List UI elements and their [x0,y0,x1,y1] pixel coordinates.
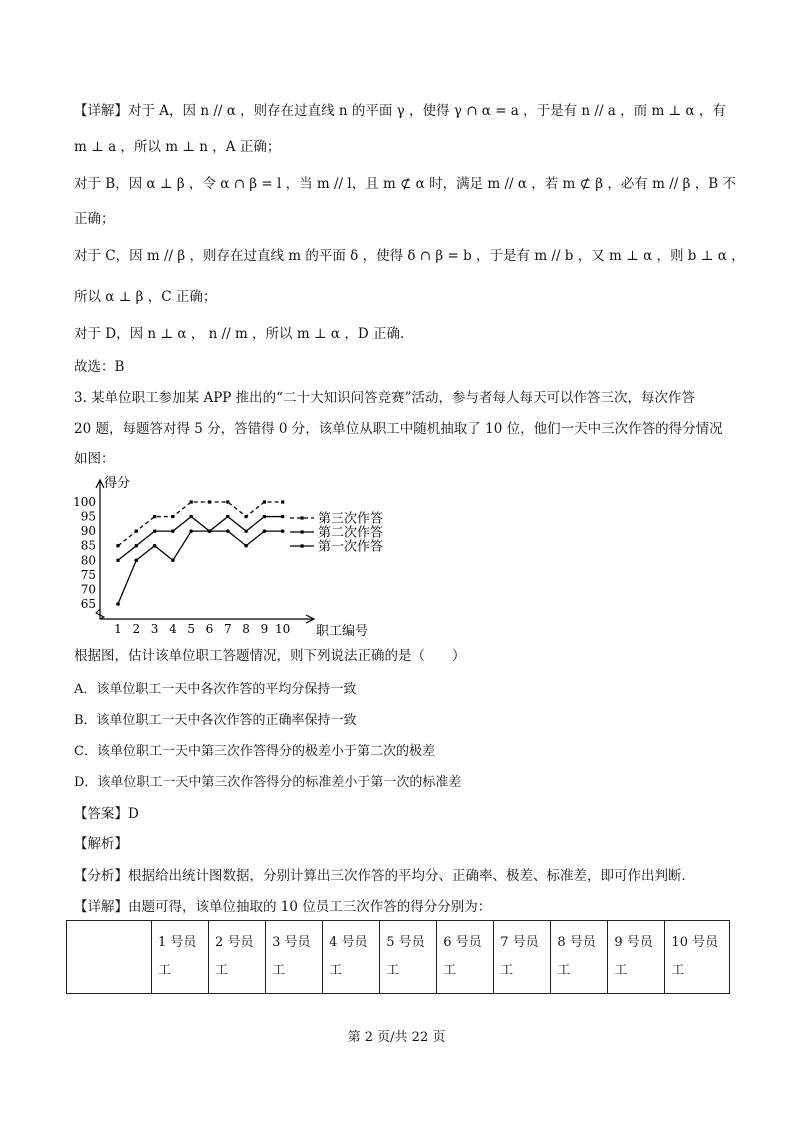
detail-c-line2: 所以 α ⊥ β ，C 正确； [74,289,217,305]
question-3-line1: 3. 某单位职工参加某 APP 推出的“二十大知识问答竞赛”活动，参与者每人每天可以作答三次，每次作答 [74,390,695,406]
legend-marker [301,544,304,547]
y-tick-label: 100 [73,495,96,509]
legend-label: 第二次作答 [318,525,384,541]
option-a[interactable]: A．该单位职工一天中各次作答的平均分保持一致 [74,682,357,697]
data-point [171,515,174,518]
x-tick-label: 8 [242,622,250,636]
data-point [116,544,119,547]
x-tick-label: 3 [150,622,159,636]
y-tick-label: 95 [80,509,96,524]
chart-y-ticks [73,495,96,611]
x-tick-label: 10 [275,622,291,636]
table-header-cell [67,921,152,994]
data-point [263,529,267,533]
table-header-cell: 3 号员工 [266,921,323,994]
question-3-prompt: 根据图，估计该单位职工答题情况，则下列说法正确的是（ ） [74,648,466,664]
y-tick-label: 80 [80,553,96,568]
data-point [116,559,119,562]
score-line-chart [68,474,408,644]
table-header-cell: 7 号员工 [494,921,551,994]
detail-line-2: m ⊥ a ，所以 m ⊥ n ，A 正确； [74,139,281,155]
detail-b-line2: 正确； [74,211,115,227]
table-header-cell: 10 号员工 [665,921,730,994]
data-point [171,558,175,562]
table-header-row [67,921,730,994]
x-tick-label: 1 [114,622,122,636]
analysis-label: 【解析】 [74,836,128,852]
chart-legend [290,511,383,555]
x-tick-label: 7 [223,622,232,636]
data-point [190,500,193,503]
data-point [226,529,230,533]
data-point [281,515,284,518]
x-tick-label: 4 [169,622,177,636]
question-3-line2: 20 题，每题答对得 5 分，答错得 0 分，该单位从职工中随机抽取了 10 位，他们一天中三次作答的得分情况 [74,421,723,437]
analysis-line: 【分析】根据给出统计图数据，分别计算出三次作答的平均分、正确率、极差、标准差，即可作出判断． [74,868,695,884]
detail-intro-line: 【详解】由题可得，该单位抽取的 10 位员工三次作答的得分分别为： [74,899,492,915]
y-tick-label: 85 [80,538,96,553]
data-point [281,529,285,533]
y-tick-label: 70 [80,582,96,597]
data-point [116,602,120,606]
answer-line: 【答案】D [74,806,139,822]
data-point [135,530,138,533]
data-point [153,544,157,548]
series-line [118,517,283,561]
table-header-cell: 9 号员工 [608,921,665,994]
data-point [153,530,156,533]
data-point [171,530,174,533]
data-point [245,530,248,533]
page-footer: 第 2 页/共 22 页 [347,1030,446,1045]
y-tick-label: 75 [80,567,96,582]
data-point [244,544,248,548]
x-tick-label: 2 [132,622,141,636]
data-point [226,500,229,503]
x-axis-label: 职工编号 [316,624,369,639]
table-header-cell: 4 号员工 [323,921,380,994]
detail-d-line: 对于 D，因 n ⊥ α ， n // m ，所以 m ⊥ α ，D 正确. [74,326,405,342]
series-line [118,531,283,604]
data-point [189,529,193,533]
question-3-line3: 如图： [74,451,115,467]
x-tick-label: 5 [187,622,196,636]
table-header-cell: 6 号员工 [437,921,494,994]
y-axis-label: 得分 [104,476,131,491]
y-tick-label: 90 [80,524,96,539]
data-point [208,529,212,533]
chart-series [116,500,284,605]
detail-label: 【详解】 [74,103,128,119]
detail-line-1 [74,101,726,121]
option-c[interactable]: C．该单位职工一天中第三次作答得分的极差小于第二次的极差 [74,744,435,759]
y-tick-label: 65 [80,597,96,611]
x-tick-label: 9 [260,622,269,636]
data-point [135,558,139,562]
data-point [135,544,138,547]
data-point [226,515,229,518]
data-point [281,500,284,503]
legend-marker [301,530,304,533]
choice-line: 故选：B [74,359,125,375]
data-point [245,515,248,518]
detail-a-line1: 对于 A，因 n // α ，则存在过直线 n 的平面 γ ，使得 γ ∩ α = a ，于是有 n // a ，而 m ⊥ α ，有 [128,103,726,119]
table-header-cell: 8 号员工 [551,921,608,994]
data-point [263,515,266,518]
detail-c-line1: 对于 C，因 m // β ，则存在过直线 m 的平面 δ ，使得 δ ∩ β = b ，于是有 m // b ，又 m ⊥ α ，则 b ⊥ α ， [74,248,745,264]
option-d[interactable]: D．该单位职工一天中第三次作答得分的标准差小于第一次的标准差 [74,775,462,790]
data-point [190,515,193,518]
data-point [153,515,156,518]
scores-table [66,920,730,994]
legend-marker [301,516,304,519]
data-point [208,500,211,503]
legend-label: 第三次作答 [318,511,384,527]
legend-label: 第一次作答 [318,539,384,555]
chart-x-ticks [114,622,290,636]
x-tick-label: 6 [205,622,214,636]
table-header-cell: 5 号员工 [380,921,437,994]
table-header-cell: 2 号员工 [209,921,266,994]
option-b[interactable]: B．该单位职工一天中各次作答的正确率保持一致 [74,713,357,728]
data-point [263,500,266,503]
table-header-cell: 1 号员工 [152,921,209,994]
detail-b-line1: 对于 B，因 α ⊥ β ，令 α ∩ β = l ，当 m // l，且 m ⊄ α 时，满足 m // α ，若 m ⊄ β ，必有 m // β ，B 不 [74,176,736,192]
